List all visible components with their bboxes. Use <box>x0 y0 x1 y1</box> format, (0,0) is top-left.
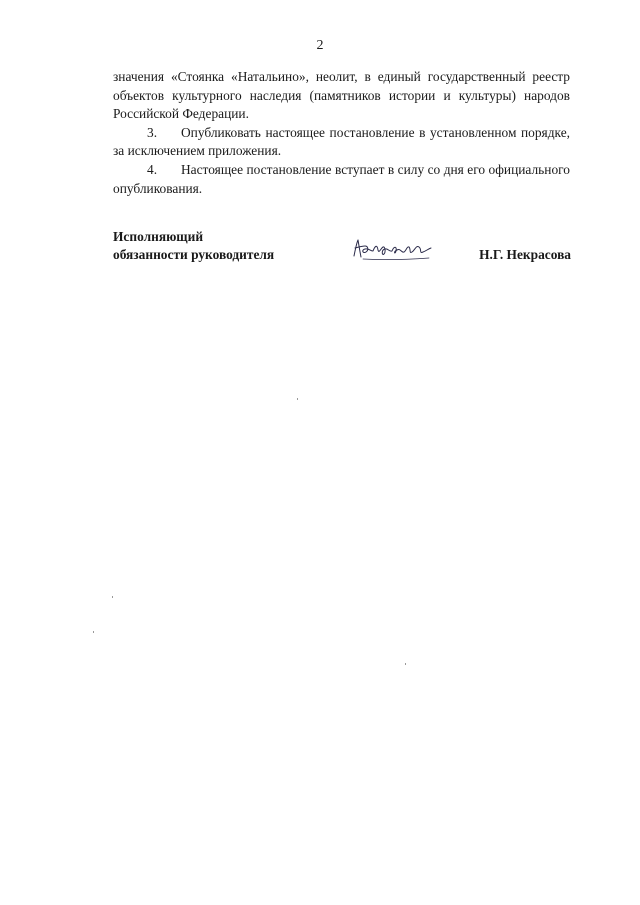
paragraph-4 <box>113 161 570 198</box>
paragraph-continuation: значения «Стоянка «Натальино», неолит, в единый государственный реестр объектов культурного наследия (памятников истории и культуры) народов Российской Федерации. <box>113 69 570 122</box>
paragraph-3-text: Опубликовать настоящее постановление в установленном порядке, за исключением приложения. <box>113 124 570 159</box>
scan-artifact <box>297 398 298 400</box>
scan-artifact <box>112 596 113 598</box>
scan-artifact <box>93 631 94 633</box>
document-body <box>113 68 570 198</box>
handwritten-signature <box>351 234 433 264</box>
page-number: 2 <box>316 38 324 53</box>
paragraph-3 <box>113 124 570 161</box>
paragraph-4-number: 4. <box>147 161 158 177</box>
signatory-name: Н.Г. Некрасова <box>479 247 571 262</box>
scan-artifact <box>405 663 406 665</box>
signatory-title-line-1: Исполняющий <box>113 229 204 244</box>
paragraph-3-number: 3. <box>147 124 158 140</box>
paragraph-4-text: Настоящее постановление вступает в силу со дня его официального опубликования. <box>113 161 570 196</box>
signature-block <box>113 228 571 264</box>
signatory-title-line-2: обязанности руководителя <box>113 247 275 262</box>
